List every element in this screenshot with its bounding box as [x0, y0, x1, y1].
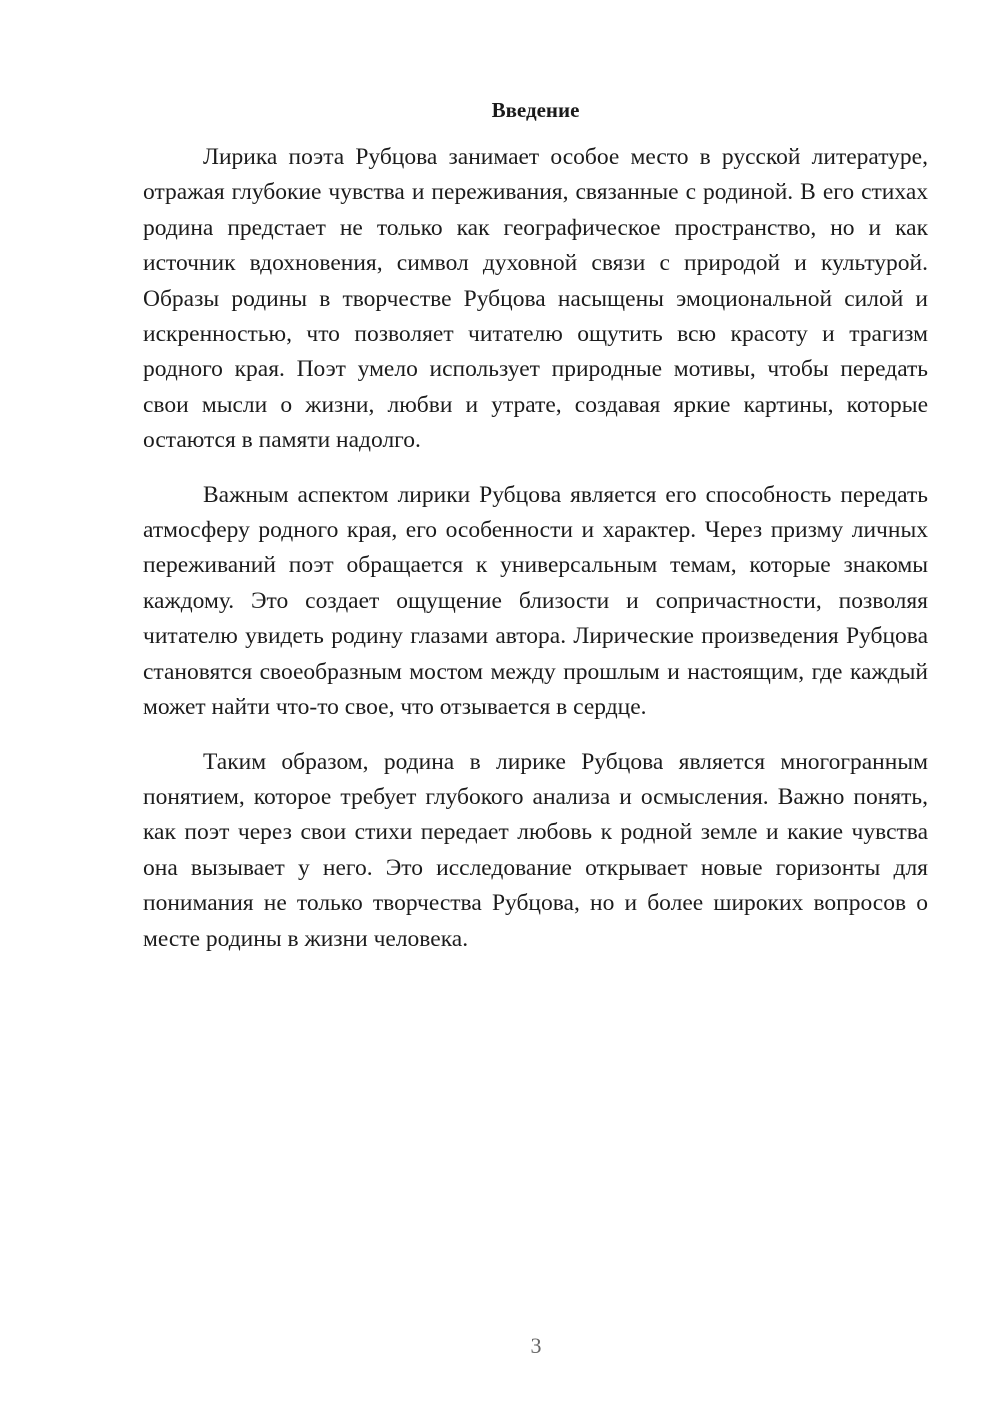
- section-heading: Введение: [491, 98, 580, 122]
- paragraph-1: Лирика поэта Рубцова занимает особое место в русской литературе, отражая глубокие чувства и переживания, связанные с родиной. В его стихах родина предстает не только как географическое пространство, но и как источник вдохновения, символ духовной связи с природой и культурой. Образы родины в творчестве Рубцова насыщены эмоциональной силой и искренностью, что позволяет читателю ощутить всю красоту и трагизм родного края. Поэт умело использует природные мотивы, чтобы передать свои мысли о жизни, любви и утрате, создавая яркие картины, которые остаются в памяти надолго.: [143, 144, 928, 454]
- paragraph-3: Таким образом, родина в лирике Рубцова является многогранным понятием, которое требует глубокого анализа и осмысления. Важно понять, как поэт через свои стихи передает любовь к родной земле и какие чувства она вызывает у него. Это исследование открывает новые горизонты для понимания не только творчества Рубцова, но и более широких вопросов о месте родины в жизни человека.: [143, 748, 928, 952]
- page-number: 3: [530, 1333, 542, 1358]
- paragraph-2: Важным аспектом лирики Рубцова является его способность передать атмосферу родного края, его особенности и характер. Через призму личных переживаний поэт обращается к универсальным темам, которые знакомы каждому. Это создает ощущение близости и сопричастности, позволяя читателю увидеть родину глазами автора. Лирические произведения Рубцова становятся своеобразным мостом между прошлым и настоящим, где каждый может найти что-то свое, что отзывается в сердце.: [143, 481, 928, 721]
- body-text: [143, 140, 928, 976]
